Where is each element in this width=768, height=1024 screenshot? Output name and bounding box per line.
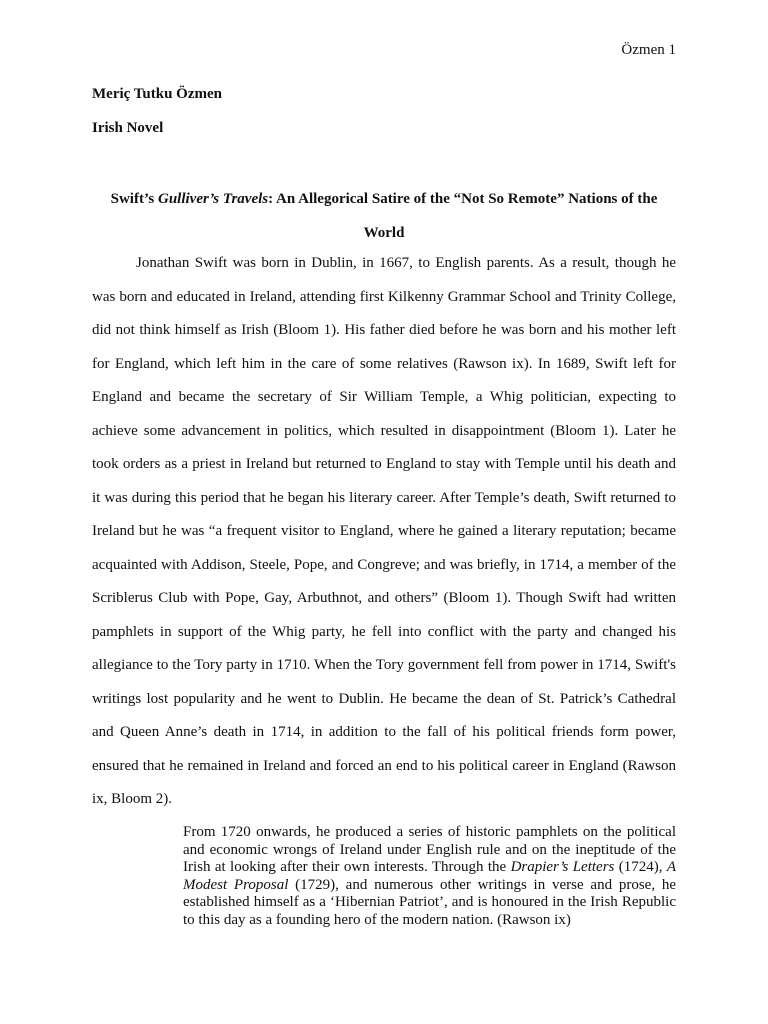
author-name: Meriç Tutku Özmen bbox=[92, 86, 222, 102]
quote-italic-drapiers-letters: Drapier’s Letters bbox=[510, 859, 615, 875]
quote-text-3: (1729), and numerous other writings in verse and prose, he established himself as a ‘Hibernian Patriot’, and is honoured in the Irish Republic to this day as a founding hero of the modern nation. (Rawson ix) bbox=[183, 876, 677, 928]
body-paragraph: Jonathan Swift was born in Dublin, in 1667, to English parents. As a result, though he was born and educated in Ireland, attending first Kilkenny Grammar School and Trinity College, did not think himself as Irish (Bloom 1). His father died before he was born and his mother left for England, which left him in the care of some relatives (Rawson ix). In 1689, Swift left for England and became the secretary of Sir William Temple, a Whig politician, expecting to achieve some advancement in politics, which resulted in disappointment (Bloom 1). Later he took orders as a priest in Ireland but returned to England to stay with Temple until his death and it was during this period that he began his literary career. After Temple’s death, Swift returned to Ireland but he was “a frequent visitor to England, where he gained a literary reputation; became acquainted with Addison, Steele, Pope, and Congreve; and was briefly, in 1714, a member of the Scriblerus Club with Pope, Gay, Arbuthnot, and others” (Bloom 1). Though Swift had written pamphlets in support of the Whig party, he fell into conflict with the party and changed his allegiance to the Tory party in 1710. When the Tory government fell from power in 1714, Swift's writings lost popularity and he went to Dublin. He became the dean of St. Patrick’s Cathedral and Queen Anne’s death in 1714, in addition to the fall of his political friends form power, ensured that he remained in Ireland and forced an end to his political career in England (Rawson ix, Bloom 2). bbox=[92, 255, 676, 807]
block-quote bbox=[183, 824, 676, 929]
title-part-2: : An Allegorical Satire of the “Not So Remote” Nations of the World bbox=[268, 191, 658, 241]
quote-text-1: From 1720 onwards, he produced a series of historic pamphlets on the political and economic wrongs of Ireland under English rule and on the ineptitude of the Irish at looking after their own interests. Through the bbox=[183, 824, 676, 875]
essay-title bbox=[92, 183, 676, 250]
course-name: Irish Novel bbox=[92, 120, 164, 136]
title-part-1: Swift’s bbox=[110, 191, 158, 207]
quote-text-2: (1724), bbox=[614, 859, 667, 875]
title-italic-work: Gulliver’s Travels bbox=[157, 191, 269, 207]
page-number: Özmen 1 bbox=[621, 42, 676, 58]
quote-italic-modest-proposal: A Modest Proposal bbox=[183, 859, 676, 893]
